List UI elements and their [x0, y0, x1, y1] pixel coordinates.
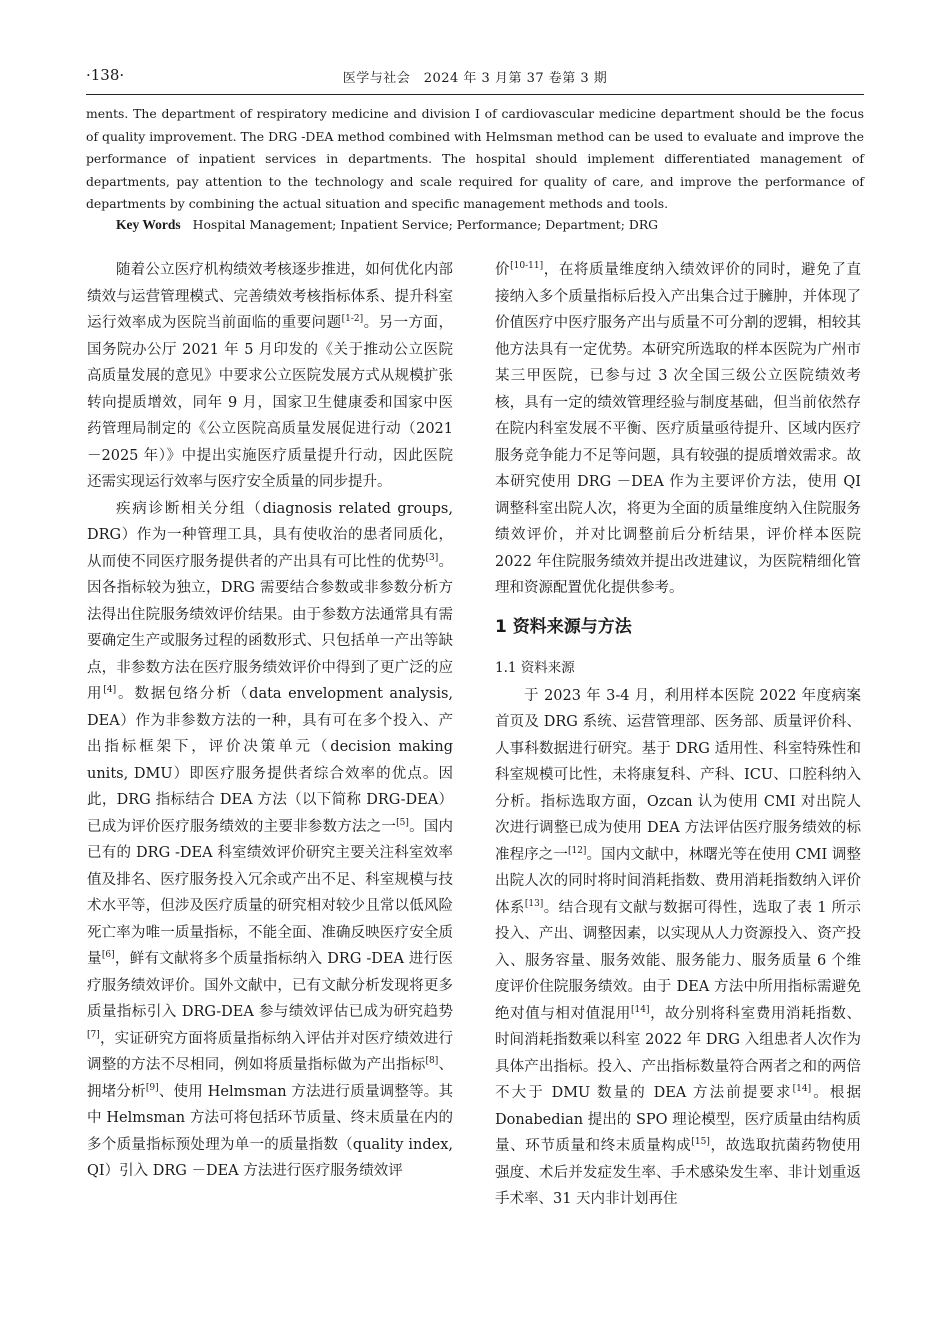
journal-info: 医学与社会 2024 年 3 月第 37 卷第 3 期	[342, 71, 608, 86]
citation: [15]	[691, 1137, 710, 1147]
running-header	[86, 64, 864, 95]
citation: [14]	[630, 1004, 650, 1015]
paragraph-data-source: 于 2023 年 3-4 月，利用样本医院 2022 年度病案首页及 DRG 系统、运营管理部、医务部、质量评价科、人事科数据进行研究。基于 DRG 适用性、科室特殊性和科室规模可比性，未将康复科、产科、ICU、口腔科纳入分析。指标选取方面，Ozcan 认为使用 CMI 对出院人次进行调整已成为使用 DEA 方法评估医疗服务绩效的标准程序之一[12]。国内文献中，林曙光等在使用 CMI 调整出院人次的同时将时间消耗指数、费用消耗指数纳入评价体系[13]。结合现有文献与数据可得性，选取了表 1 所示投入、产出、调整因素，以实现从人力资源投入、资产投入、服务容量、服务效能、服务能力、服务质量 6 个维度评价住院服务绩效。由于 DEA 方法中所用指标需避免绝对值与相对值混用[14]，故分别将科室费用消耗指数、时间消耗指数乘以科室 2022 年 DRG 入组患者人次作为具体产出指标。投入、产出指标数量符合两者之和的两倍不大于 DMU 数量的 DEA 方法前提要求[14]。根据 Donabedian 提出的 SPO 理论模型，医疗质量由结构质量、环节质量和终末质量构成[15]，故选取抗菌药物使用强度、术后并发症发生率、手术感染发生率、非计划重返手术率、31 天内非计划再住	[495, 687, 862, 1207]
paragraph-intro-2: 疾病诊断相关分组（diagnosis related groups, DRG）作为一种管理工具，具有使收治的患者同质化，从而使不同医疗服务提供者的产出具有可比性的优势[3]。因各指标较为独立，DRG 需要结合参数或非参数分析方法得出住院服务绩效评价结果。由于参数方法通常具有需要确定生产或服务过程的函数形式、只包括单一产出等缺点，非参数方法在医疗服务绩效评价中得到了更广泛的应用[4]。数据包络分析（data envelopment analysis, DEA）作为非参数方法的一种，具有可在多个投入、产出指标框架下，评价决策单元（decision making units, DMU）即医疗服务提供者综合效率的优点。因此，DRG 指标结合 DEA 方法（以下简称 DRG-DEA）已成为评价医疗服务绩效的主要非参数方法之一[5]。国内已有的 DRG -DEA 科室绩效评价研究主要关注科室效率值及排名、医疗服务投入冗余或产出不足、科室规模与技术水平等，但涉及医疗质量的研究相对较少且常以低风险死亡率为唯一质量指标，不能全面、准确反映医疗安全质量[6]，鲜有文献将多个质量指标纳入 DRG -DEA 进行医疗服务绩效评价。国外文献中，已有文献分析发现将更多质量指标引入 DRG-DEA 参与绩效评估已成为研究趋势[7]，实证研究方面将质量指标纳入评估并对医疗绩效进行调整的方法不尽相同，例如将质量指标做为产出指标[8]、拥堵分析[9]、使用 Helmsman 方法进行质量调整等。其中 Helmsman 方法可将包括环节质量、终末质量在内的多个质量指标预处理为单一的质量指数（quality index, QI）引入 DRG －DEA 方法进行医疗服务绩效评	[87, 500, 454, 1179]
abstract-tail: ments. The department of respiratory medicine and division I of cardiovascular medicine department should be the focus of quality improvement. The DRG -DEA method combined with Helmsman method can be used to evaluate and improve the performance of inpatient services in departments. The hospital should implement differentiated management of departments, pay attention to the technology and scale required for quality of care, and improve the performance of departments by combining the actual situation and specific management methods and tools.	[86, 106, 864, 211]
citation: [9]	[145, 1082, 159, 1093]
citation: [5]	[396, 817, 409, 828]
right-column	[495, 257, 861, 1213]
keywords: Hospital Management; Inpatient Service; Performance; Department; DRG	[192, 217, 659, 232]
subsection-title: 1.1 资料来源	[495, 659, 575, 676]
citation: [8]	[425, 1056, 439, 1066]
page-number: ·138·	[86, 66, 125, 84]
citation: [6]	[101, 950, 115, 960]
section-title: 1 资料来源与方法	[495, 616, 632, 637]
citation: [4]	[103, 685, 117, 695]
citation: [13]	[524, 898, 544, 909]
citation: [12]	[567, 845, 587, 856]
citation: [1-2]	[341, 314, 364, 324]
citation: [10-11]	[510, 261, 544, 271]
citation: [14]	[792, 1084, 812, 1094]
citation: [3]	[425, 552, 439, 563]
keywords-line	[86, 214, 864, 236]
paragraph-intro-1: 随着公立医疗机构绩效考核逐步推进，如何优化内部绩效与运营管理模式、完善绩效考核指标体系、提升科室运行效率成为医院当前面临的重要问题[1-2]。另一方面，国务院办公厅 2021 年 5 月印发的《关于推动公立医院高质量发展的意见》中要求公立医院发展方式从规模扩张转向提质增效，同年 9 月，国家卫生健康委和国家中医药管理局制定的《公立医院高质量发展促进行动（2021－2025 年）》中提出实施医疗质量提升行动，因此医院还需实现运行效率与医疗安全质量的同步提升。	[87, 262, 454, 490]
keywords-label: Key Words	[116, 217, 181, 232]
paragraph-intro-continued: 价[10-11]，在将质量维度纳入绩效评价的同时，避免了直接纳入多个质量指标后投入产出集合过于臃肿，并体现了价值医疗中医疗服务产出与质量不可分割的逻辑，相较其他方法具有一定优势。本研究所选取的样本医院为广州市某三甲医院，已参与过 3 次全国三级公立医院绩效考核，具有一定的绩效管理经验与制度基础，但当前依然存在院内科室发展不平衡、医疗质量亟待提升、区域内医疗服务竞争能力不足等问题，具有较强的提质增效需求。故本研究使用 DRG －DEA 作为主要评价方法，使用 QI 调整科室出院人次，将更为全面的质量维度纳入住院服务绩效评价，并对比调整前后分析结果，评价样本医院 2022 年住院服务绩效并提出改进建议，为医院精细化管理和资源配置优化提供参考。	[495, 261, 862, 596]
left-column	[87, 257, 453, 1185]
citation: [7]	[87, 1029, 100, 1040]
